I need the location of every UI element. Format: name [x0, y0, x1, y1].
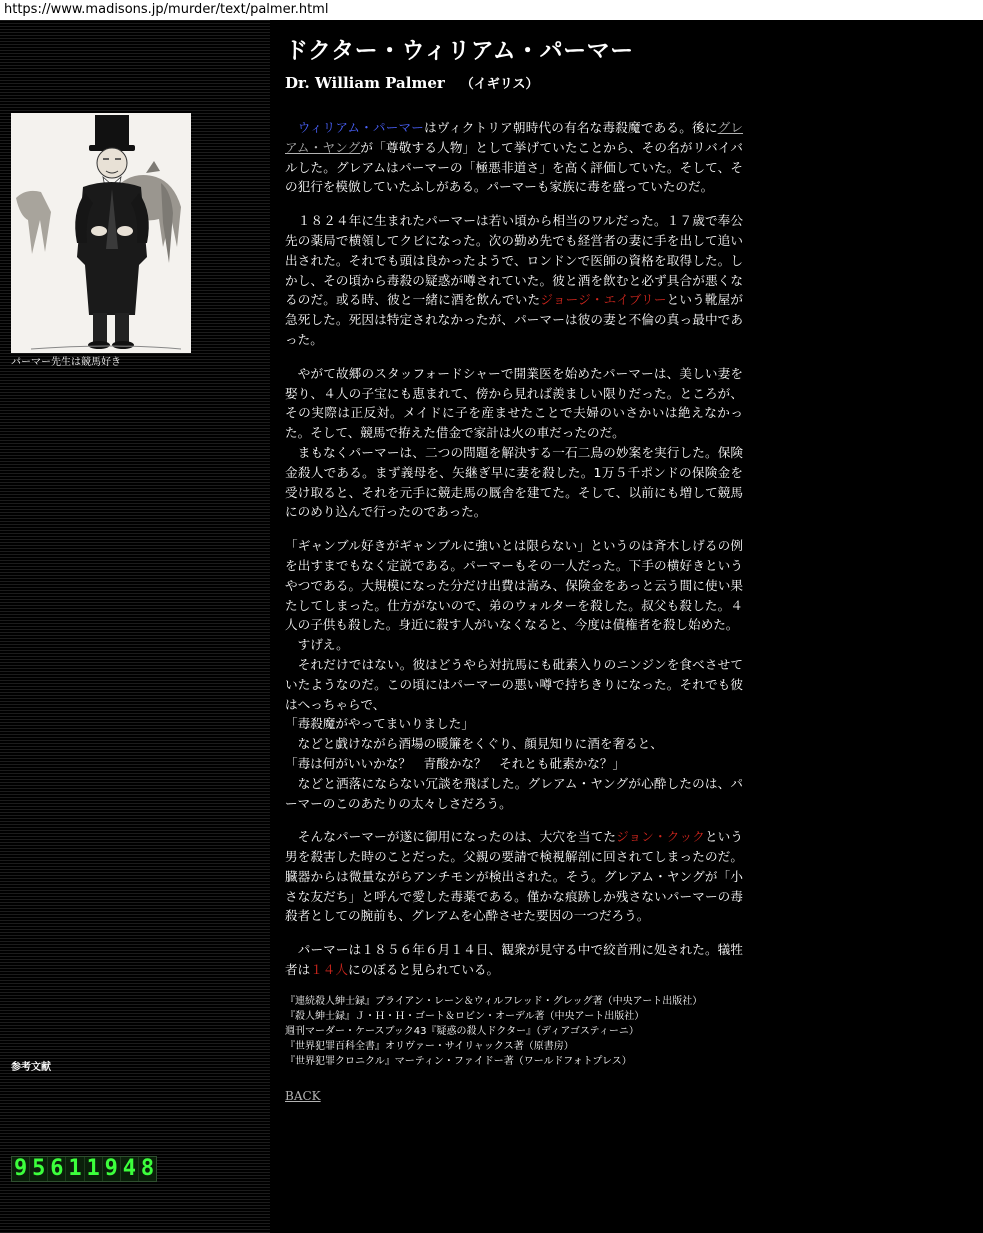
link-john-cook[interactable]: ジョン・クック [616, 829, 705, 845]
paragraph-text: という靴屋が急死した。死因は特定されなかったが、パーマーは彼の妻と不倫の真っ最中であった。 [285, 292, 744, 347]
paragraph-text: それだけではない。彼はどうやら対抗馬にも砒素入りのニンジンを食べさせていたようなのだ。この頃にはパーマーの悪い噂で持ちきりになった。それでも彼はへっちゃらで、 [285, 656, 744, 712]
counter-digit: 5 [30, 1157, 48, 1181]
paragraph-4g [285, 774, 743, 814]
counter-digit: 8 [140, 1156, 155, 1181]
visitor-counter [11, 1156, 157, 1182]
paragraph-text: １８２４年に生まれたパーマーは若い頃から相当のワルだった。１７歳で奉公先の薬局で横領してクビになった。次の勤め先でも経営者の妻に手を出して追い出された。それでも頭は良かったようで、ロンドンで医師の資格を取得した。しかし、その頃から毒殺の疑惑が噂されていた。彼と酒を飲むと必ず具合が悪くなるのだ。或る時、彼と一緒に酒を飲んでいた [285, 213, 744, 308]
paragraph-text: 「ギャンブル好きがギャンブルに強いとは限らない」というのは斉木しげるの例を出すまでもなく定説である。パーマーもその一人だった。下手の横好きというやつである。大規模になった分だけ出費は嵩み、保険金をあっと云う間に使い果たしてしまった。仕方がないので、弟のウォルターを殺した。叔父も殺した。４人の子供も殺した。身近に殺す人がいなくなると、今度は債権者を殺し始めた。 [285, 538, 743, 633]
portrait-image [11, 113, 191, 353]
paragraph-4b [285, 635, 743, 655]
victim-count: １４人 [310, 962, 348, 978]
paragraph-text: などと戯けながら酒場の暖簾をくぐり、顔見知りに酒を奢ると、 [297, 736, 663, 752]
paragraph-text: 「毒は何がいいかな？ 青酸かな？ それとも砒素かな？」 [285, 755, 626, 771]
back-link[interactable]: BACK [285, 1088, 321, 1103]
paragraph-text: そんなパーマーが遂に御用になったのは、大穴を当てた [297, 829, 617, 845]
paragraph-4e [285, 734, 743, 754]
page-subtitle [285, 73, 743, 92]
paragraph-6 [285, 940, 743, 980]
paragraph-2 [285, 211, 743, 350]
paragraph-text: 「毒殺魔がやってまいりました」 [285, 716, 474, 732]
subtitle-country: （イギリス） [460, 77, 539, 92]
paragraph-text: はヴィクトリア朝時代の有名な毒殺魔である。後に [424, 120, 718, 135]
main-content [285, 20, 743, 1104]
quote-2 [285, 754, 743, 774]
counter-digit: 1 [85, 1157, 103, 1181]
link-graham-young[interactable]: グレアム・ヤング [285, 120, 744, 155]
article-body [285, 118, 743, 980]
left-sidebar [0, 20, 270, 1233]
paragraph-text: にのぼると見られている。 [347, 962, 500, 978]
link-george-abley[interactable]: ジョージ・エイブリー [540, 292, 667, 308]
counter-digit: 4 [121, 1157, 139, 1181]
reference-item: 『世界犯罪百科全書』オリヴァー・サイリャックス著（原書房） [285, 1040, 574, 1052]
references-label: 参考文献 [11, 1062, 51, 1073]
paragraph-4c [285, 655, 743, 714]
paragraph-text: すげえ。 [297, 637, 349, 653]
paragraph-4a [285, 536, 743, 635]
paragraph-text: まもなくパーマーは、二つの問題を解決する一石二鳥の妙案を実行した。保険金殺人である。まず義母を、矢継ぎ早に妻を殺した。1万５千ポンドの保険金を受け取ると、それを元手に競走馬の厩舎を建てた。そして、以前にも増して競馬にのめり込んで行ったのであった。 [285, 444, 744, 520]
quote-1 [285, 714, 743, 734]
portrait-caption: パーマー先生は競馬好き [11, 357, 121, 368]
link-william-palmer[interactable]: ウィリアム・パーマー [297, 120, 425, 135]
paragraph-text: という男を殺害した時のことだった。父親の要請で検視解剖に回されてしまったのだ。臓器からは微量ながらアンチモンが検出された。そう。グレアム・ヤングが「小さな友だち」と呼んで愛した毒薬である。僅かな痕跡しか残さないパーマーの毒殺者としての腕前も、グレアムを心酔させた要因の一つだろう。 [285, 829, 744, 924]
counter-digit: 9 [103, 1157, 121, 1181]
address-bar[interactable]: https://www.madisons.jp/murder/text/palmer.html [0, 0, 983, 20]
paragraph-text: が「尊敬する人物」として挙げていたことから、その名がリバイバルした。グレアムはパーマーの「極悪非道さ」を高く評価していた。そして、その犯行を模倣していたふしがある。パーマーも家族に毒を盛っていたのだ。 [285, 139, 743, 195]
paragraph-5 [285, 827, 743, 926]
paragraph-1 [285, 118, 743, 197]
subtitle-english-name: Dr. William Palmer [285, 74, 445, 92]
counter-digit: 6 [48, 1157, 66, 1181]
references-list [285, 994, 743, 1069]
page-title: ドクター・ウィリアム・パーマー [285, 38, 634, 64]
paragraph-3b [285, 443, 743, 522]
counter-digit: 1 [66, 1157, 84, 1181]
paragraph-text: やがて故郷のスタッフォードシャーで開業医を始めたパーマーは、美しい妻を娶り、４人の子宝にも恵まれて、傍から見れば羨ましい限りだった。ところが、その実際は正反対。メイドに子を産ませたことで夫婦のいさかいは絶えなかった。そして、競馬で拵えた借金で家計は火の車だったのだ。 [285, 365, 744, 441]
reference-item: 『世界犯罪クロニクル』マーティン・ファイドー著（ワールドフォトプレス） [285, 1055, 632, 1067]
paragraph-text: パーマーは１８５６年６月１４日、観衆が見守る中で絞首刑に処された。犠牲者は [285, 942, 744, 978]
reference-item: 『連続殺人紳士録』ブライアン・レーン＆ウィルフレッド・グレッグ著（中央アート出版社） [285, 995, 703, 1007]
reference-item: 週刊マーダー・ケースブック43『疑惑の殺人ドクター』（ディアゴスティーニ） [285, 1025, 639, 1037]
counter-digit: 9 [12, 1157, 30, 1181]
paragraph-3a [285, 364, 743, 443]
reference-item: 『殺人紳士録』Ｊ・Ｈ・Ｈ・ゴート＆ロビン・オーデル著（中央アート出版社） [285, 1010, 645, 1022]
paragraph-text: などと洒落にならない冗談を飛ばした。グレアム・ヤングが心酔したのは、パーマーのこのあたりの太々しさだろう。 [285, 775, 743, 811]
